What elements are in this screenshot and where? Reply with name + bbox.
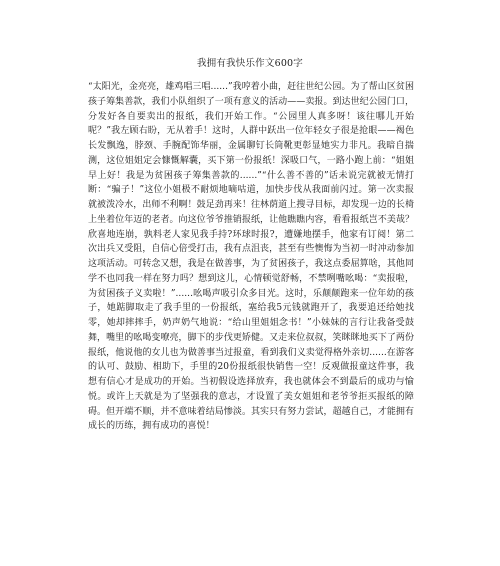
document-body: “太阳光，金亮亮，雄鸡唱三唱......”我哼着小曲，赶往世纪公园。为了帮山区贫困孩子筹集善款，我们小队组织了一项有意义的活动——卖报。到达世纪公园门口，分发好各自要卖出的报纸，我们开始工作。“公园里人真多呀！该往哪儿开始呢？”我左顾右盼，无从着手！这时，人群中跃出一位年轻女子很是抢眼——褐色长发飘逸，脖颈、手腕配饰华丽，金属聊钉长筒靴更彰显她实力非凡。我暗自揣测，这位姐姐定会慷慨解囊，买下第一份报纸！深吸口气，一路小跑上前：“姐姐早上好！我是为贫困孩子筹集善款的......”“什么善不善的”话未说完就被无情打断：“骗子！”这位小姐极不耐烦地嘀咕道，加快步伐从我面前闪过。第一次卖报就被泼冷水，出师不利啊！鼓足劲再来！往林荫道上搜寻目标，却发现一边的长椅上坐着位年迈的老者。向这位爷爷推销报纸，让他瞧瞧内容，看看报纸岂不美哉？欣喜地连崩，孰料老人家见我手持?环球时报?，遭嫌地摆手，他家有订阅！第二次出兵又受阻，自信心倍受打击，我有点沮丧，甚至有些懊悔为当初一时冲动参加这项活动。可转念又想，我是在做善事，为了贫困孩子，我这点委屈算啥，其他同学不也同我一样在努力吗？想到这儿，心情顿觉舒畅，不禁咧嘴吆喝：“卖报啦，为贫困孩子义卖啦！”......吆喝声吸引众多目光。这时，乐颠颠跑来一位年幼的孩子，她踮脚取走了我手里的一份报纸，塞给我5元钱就跑开了，我要追还给她找零，她却摔摔手，奶声奶气地说：“给山里姐姐念书！”小妹妹的言行让我备受鼓舞，嘴里的吆喝变嘹亮，脚下的步伐更矫健。又走来位叔叔，笑眯眯地买下了两份报纸，他说他的女儿也为做善事当过报童，看到我们义卖觉得格外亲切......在游客的认可、鼓励、相助下，手里的20份报纸很快销售一空！反观做报童这件事，我想有信心才是成功的开始。当初假设选择放弃，我也就体会不到最后的成功与愉悦。或许上天就是为了坚强我的意志，才设置了美女姐姐和老爷爷拒买报纸的障碍。但开端不顺，并不意味着结局惨淡。其实只有努力尝试，超越自己，才能拥有成长的历练，拥有成功的喜悦！ [88,82,414,432]
document-title: 我拥有我快乐作文600字 [196,58,304,69]
